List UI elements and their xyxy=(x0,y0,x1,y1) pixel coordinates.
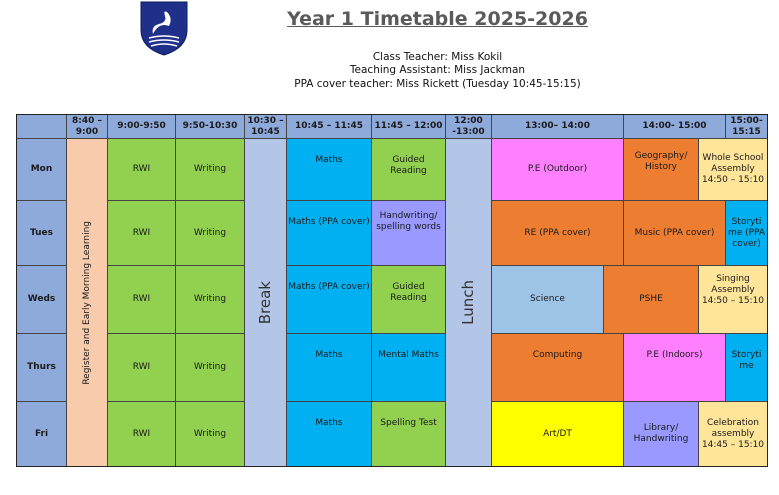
col-header: 14:00- 15:00 xyxy=(624,115,726,139)
lesson-cell: Handwriting/ spelling words xyxy=(372,201,446,266)
lesson-cell: Writing xyxy=(176,334,245,402)
lunch-label: Lunch xyxy=(459,280,477,325)
lesson-cell: Celebration assembly 14:45 – 15:10 xyxy=(699,402,767,466)
lesson-cell: RWI xyxy=(108,201,176,266)
col-header: 8:40 – 9:00 xyxy=(67,115,108,139)
col-header: 11:45 – 12:00 xyxy=(372,115,446,139)
col-header: 10:30 – 10:45 xyxy=(245,115,287,139)
lesson-cell: Writing xyxy=(176,266,245,334)
lesson-cell: Whole School Assembly 14:50 – 15:10 xyxy=(699,139,767,201)
lesson-cell: Maths xyxy=(287,139,372,201)
lesson-cell: Writing xyxy=(176,402,245,466)
col-header: 13:00– 14:00 xyxy=(492,115,624,139)
col-header: 9:50-10:30 xyxy=(176,115,245,139)
register-column xyxy=(67,139,108,466)
lesson-cell: Maths xyxy=(287,402,372,466)
lesson-cell: Spelling Test xyxy=(372,402,446,466)
teaching-assistant: Teaching Assistant: Miss Jackman xyxy=(349,64,526,76)
col-header: 10:45 – 11:45 xyxy=(287,115,372,139)
lesson-cell: Geography/ History xyxy=(624,139,699,201)
lesson-cell: Mental Maths xyxy=(372,334,446,402)
day-label-fri: Fri xyxy=(17,402,67,466)
lesson-cell: P.E (Indoors) xyxy=(624,334,726,402)
day-label-tues: Tues xyxy=(17,201,67,266)
header-corner xyxy=(17,115,67,139)
lesson-cell: Writing xyxy=(176,139,245,201)
lesson-cell: Maths (PPA cover) xyxy=(287,266,372,334)
lesson-cell: RWI xyxy=(108,139,176,201)
lesson-cell: RWI xyxy=(108,266,176,334)
lesson-cell: Singing Assembly 14:50 – 15:10 xyxy=(699,266,767,334)
lesson-cell: Storyti me xyxy=(726,334,767,402)
timetable-grid xyxy=(16,114,768,467)
lesson-cell: Maths xyxy=(287,334,372,402)
lesson-cell: Guided Reading xyxy=(372,266,446,334)
lesson-cell: Storyti me (PPA cover) xyxy=(726,201,767,266)
col-header: 9:00-9:50 xyxy=(108,115,176,139)
break-column xyxy=(245,139,287,466)
lesson-cell: RWI xyxy=(108,402,176,466)
lesson-cell: RE (PPA cover) xyxy=(492,201,624,266)
lunch-column xyxy=(446,139,492,466)
day-label-thurs: Thurs xyxy=(17,334,67,402)
lesson-cell: PSHE xyxy=(604,266,699,334)
lesson-cell: Computing xyxy=(492,334,624,402)
register-label: Register and Early Morning Learning xyxy=(81,220,92,385)
col-header: 15:00- 15:15 xyxy=(726,115,767,139)
lesson-cell: RWI xyxy=(108,334,176,402)
lesson-cell: P.E (Outdoor) xyxy=(492,139,624,201)
lesson-cell: Music (PPA cover) xyxy=(624,201,726,266)
page-title: Year 1 Timetable 2025-2026 xyxy=(287,8,588,30)
lesson-cell: Guided Reading xyxy=(372,139,446,201)
lesson-cell: Science xyxy=(492,266,604,334)
lesson-cell: Maths (PPA cover) xyxy=(287,201,372,266)
day-label-mon: Mon xyxy=(17,139,67,201)
lesson-cell: Art/DT xyxy=(492,402,624,466)
lesson-cell: Library/ Handwriting xyxy=(624,402,699,466)
ppa-cover-teacher: PPA cover teacher: Miss Rickett (Tuesday 10:45-15:15) xyxy=(294,78,581,90)
class-teacher: Class Teacher: Miss Kokil xyxy=(372,51,503,63)
day-label-weds: Weds xyxy=(17,266,67,334)
col-header: 12:00 -13:00 xyxy=(446,115,492,139)
lesson-cell: Writing xyxy=(176,201,245,266)
break-label: Break xyxy=(256,280,274,325)
